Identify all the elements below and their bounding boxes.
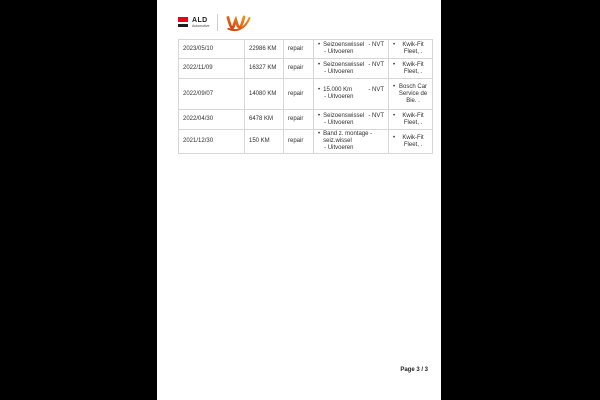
bullet-icon: • xyxy=(393,42,396,48)
nvt-label: - NVT xyxy=(368,87,384,93)
activity-label: Seizoenswissel xyxy=(323,42,365,48)
action-label: - Uitvoeren xyxy=(324,145,354,151)
page-number: Page 3 / 3 xyxy=(400,367,428,373)
activity-label: Seizoenswissel xyxy=(323,112,365,119)
supplier-cell xyxy=(389,110,433,130)
type-cell: repair xyxy=(284,59,314,79)
supplier-label: Bosch Car Service de Bie. . xyxy=(398,83,428,104)
dealer-signature-logo-icon xyxy=(225,11,253,33)
brand-name: ALD xyxy=(192,16,208,24)
action-label: - Uitvoeren xyxy=(324,49,354,55)
supplier-label: Kwik-Fit Fleet, . xyxy=(402,61,424,75)
bullet-icon: • xyxy=(393,61,396,68)
supplier-cell xyxy=(389,40,433,59)
nvt-label: - NVT xyxy=(368,61,384,68)
description-cell xyxy=(314,79,389,110)
ald-wordmark xyxy=(192,17,210,28)
date-cell: 2022/09/07 xyxy=(179,79,245,110)
mileage-cell: 150 KM xyxy=(245,130,284,154)
bullet-icon: • xyxy=(393,112,396,119)
date-cell: 2022/04/30 xyxy=(179,110,245,130)
maintenance-history-table xyxy=(178,39,433,154)
supplier-cell xyxy=(389,59,433,79)
description-cell xyxy=(314,59,389,79)
supplier-cell xyxy=(389,130,433,154)
description-cell xyxy=(314,130,389,154)
description-cell xyxy=(314,110,389,130)
activity-label: 15.000 Km xyxy=(323,87,353,93)
action-label: - Uitvoeren xyxy=(324,68,354,75)
date-cell: 2021/12/30 xyxy=(179,130,245,154)
type-cell: repair xyxy=(284,110,314,130)
mileage-cell: 22986 KM xyxy=(245,40,284,59)
mileage-cell: 16327 KM xyxy=(245,59,284,79)
bullet-icon: • xyxy=(393,134,396,141)
activity-label: Seizoenswissel xyxy=(323,61,365,68)
supplier-label: Kwik-Fit Fleet, . xyxy=(402,112,424,126)
type-cell: repair xyxy=(284,40,314,59)
logo-divider xyxy=(217,14,218,31)
description-cell xyxy=(314,40,389,59)
supplier-label: Kwik-Fit Fleet, . xyxy=(402,42,424,55)
action-label: - Uitvoeren xyxy=(324,94,354,100)
type-cell: repair xyxy=(284,79,314,110)
bullet-icon: • xyxy=(318,42,321,48)
bullet-icon: • xyxy=(393,83,396,90)
brand-subtitle: Automotive xyxy=(192,23,210,28)
bullet-icon: • xyxy=(318,112,321,119)
date-cell: 2022/11/09 xyxy=(179,59,245,79)
bullet-icon: • xyxy=(318,87,321,93)
table-row xyxy=(179,110,433,130)
bullet-icon: • xyxy=(318,61,321,68)
action-label: - Uitvoeren xyxy=(324,119,354,126)
nvt-label: - NVT xyxy=(368,42,384,48)
table-row xyxy=(179,79,433,110)
table-row xyxy=(179,130,433,154)
table-row xyxy=(179,40,433,59)
supplier-label: Kwik-Fit Fleet, . xyxy=(402,134,424,148)
header-logos xyxy=(178,11,253,33)
mileage-cell: 6478 KM xyxy=(245,110,284,130)
document-page xyxy=(157,0,441,400)
date-cell: 2023/05/10 xyxy=(179,40,245,59)
supplier-cell xyxy=(389,79,433,110)
activity-label: Band z. montage - seiz.wissel xyxy=(323,131,373,144)
bullet-icon: • xyxy=(318,131,321,137)
nvt-label: - NVT xyxy=(368,112,384,119)
table-row xyxy=(179,59,433,79)
ald-logo-black-band xyxy=(178,24,188,28)
type-cell: repair xyxy=(284,130,314,154)
ald-logo-icon xyxy=(178,17,188,27)
mileage-cell: 14080 KM xyxy=(245,79,284,110)
